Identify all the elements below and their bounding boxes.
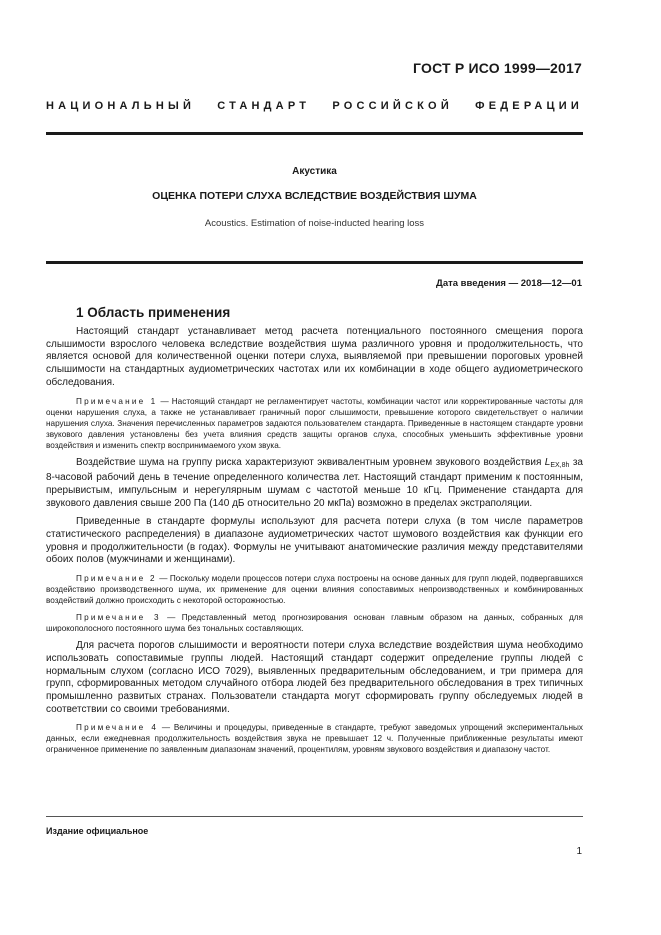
note-2 bbox=[46, 573, 583, 606]
paragraph-4: Для расчета порогов слышимости и вероятности потери слуха вследствие воздействия шума необходимо использовать сопоставимые группы людей. Настоящий стандарт содержит определение группы людей с нормальным слухом (согласно ИСО 7029), выявленных предварительным обследованием, и три примера для групп, сформированных методом случайного отбора людей без предварительного обследования в трех типичных промышленно развитых странах. Пользователи стандарта могут сформировать группу обследуемых людей в соответствии со своими требованиями. bbox=[46, 640, 583, 715]
paragraph-2-part-b: за 8-часовой рабочий день в течение определенного количества лет. Настоящий стандарт применим к постоянным, прерывистым, импульсным и нерегулярным шумам с частотой меньше 10 кГц. Применение стандарта для звукового давления свыше 200 Па (140 дБ относительно 20 мкПа) возможно в пределах экстраполяции. bbox=[46, 456, 583, 509]
note-2-label: Примечание 2 bbox=[76, 574, 157, 584]
note-3-text: — Представленный метод прогнозирования основан главным образом на данных, собранных для широкополосного постоянного шума без тональных составляющих. bbox=[46, 613, 583, 634]
section-heading: 1 Область применения bbox=[76, 305, 231, 320]
document-title: ОЦЕНКА ПОТЕРИ СЛУХА ВСЛЕДСТВИЕ ВОЗДЕЙСТВИЯ ШУМА bbox=[152, 190, 477, 202]
note-1 bbox=[46, 396, 583, 451]
note-4-text: — Величины и процедуры, приведенные в стандарте, требуют заведомых упрощений экспериментальных данных, если ежедневная продолжительность воздействия звука не превышает 12 ч. Полученные приближенные результаты имеют ограниченное применение по заявленным диапазонам значений, процентилям, уровням звукового воздействия и диапазону частот. bbox=[46, 723, 584, 755]
paragraph-2 bbox=[46, 457, 583, 511]
english-title: Acoustics. Estimation of noise-inducted hearing loss bbox=[204, 218, 425, 229]
top-rule bbox=[46, 132, 583, 135]
page-number: 1 bbox=[576, 846, 582, 857]
note-1-label: Примечание 1 bbox=[76, 396, 158, 406]
note-2-text: — Поскольку модели процессов потери слуха построены на основе данных для групп людей, подвергавшихся воздействию производственного шума, их применение для оценки влияния сопоставимых непроизводственных и комбинированных воздействий должно происходить с некоторой осторожностью. bbox=[46, 574, 583, 606]
subject-field: Акустика bbox=[292, 166, 337, 177]
paragraph-1: Настоящий стандарт устанавливает метод расчета потенциального постоянного смещения порога слышимости взрослого человека вследствие воздействия шума различного уровня и продолжительность, что является основой для количественной оценки потери слуха, выявляемой при превышении пороговых уровней слышимости на стандартных аудиометрических частотах или их комбинации в ходе общего аудиометрического обследования. bbox=[46, 326, 583, 388]
mid-rule bbox=[46, 261, 583, 264]
section-body bbox=[46, 326, 583, 755]
publication-label: Издание официальное bbox=[46, 826, 149, 836]
footer-rule bbox=[46, 816, 583, 817]
note-1-text: — Настоящий стандарт не регламентирует частоты, комбинации частот или корректированные частоты для оценки нарушения слуха, а также не устанавливает граничный порог слышимости, превышение которого свидетельствует о наличии нарушения слуха. Значения перечисленных параметров задаются пользователем стандарта. Приведенные в настоящем стандарте уровни звукового давления установлены без учета влияния средств защиты органов слуха, способных уменьшить эффективные уровни воздействия и изменить спектр воспринимаемого ухом звука. bbox=[46, 396, 583, 450]
note-3-label: Примечание 3 bbox=[76, 613, 161, 623]
note-4-label: Примечание 4 bbox=[76, 723, 159, 733]
level-subscript: EX,8h bbox=[550, 461, 570, 469]
note-4 bbox=[46, 722, 583, 755]
national-standard-title: НАЦИОНАЛЬНЫЙ СТАНДАРТ РОССИЙСКОЙ ФЕДЕРАЦИИ bbox=[46, 100, 583, 112]
paragraph-3: Приведенные в стандарте формулы используют для расчета потери слуха (в том числе параметров статистического распределения) в диапазоне аудиометрических частот шумового воздействия как функции его уровня и продолжительности (в годах). Формулы не учитывают анатомические различия между представителями обоих полов (мужчинами и женщинами). bbox=[46, 516, 583, 566]
standard-code: ГОСТ Р ИСО 1999—2017 bbox=[413, 60, 582, 76]
paragraph-2-part-a: Воздействие шума на группу риска характеризуют эквивалентным уровнем звукового воздействия bbox=[76, 456, 545, 468]
level-symbol: L bbox=[544, 456, 551, 468]
introduction-date: Дата введения — 2018—12—01 bbox=[436, 278, 582, 289]
note-3 bbox=[46, 612, 583, 634]
